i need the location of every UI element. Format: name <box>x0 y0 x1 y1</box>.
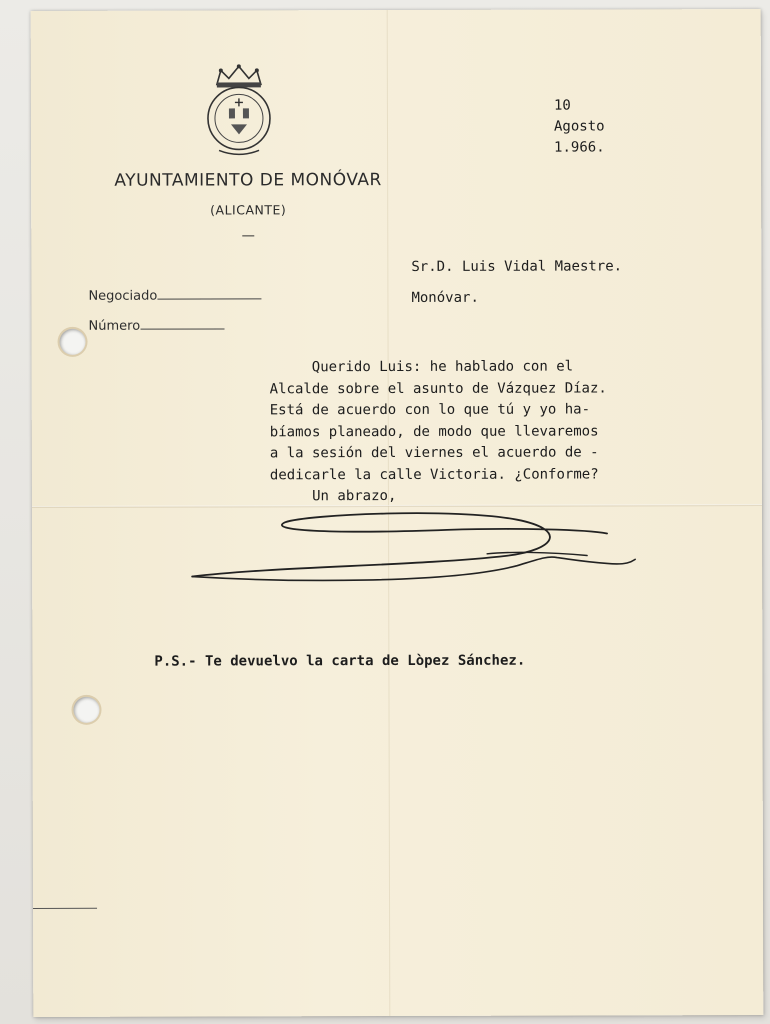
body-line: Está de acuerdo con lo que tú y yo ha- <box>269 401 591 419</box>
numero-field <box>88 318 224 333</box>
body-line: Alcalde sobre el asunto de Vázquez Díaz. <box>269 379 607 397</box>
recipient-city: Monóvar. <box>411 289 479 306</box>
numero-blank-line <box>140 327 224 329</box>
body-line: Un abrazo, <box>269 488 397 505</box>
body-line: a la sesión del viernes el acuerdo de - <box>269 444 599 462</box>
date-month: Agosto <box>553 118 605 135</box>
negociado-blank-line <box>157 297 261 299</box>
numero-label: Número <box>88 318 141 334</box>
margin-mark <box>33 908 97 909</box>
municipality-name: AYUNTAMIENTO DE MONÓVAR <box>114 170 382 191</box>
body-line: dedicarle la calle Victoria. ¿Conforme? <box>269 465 599 483</box>
handwritten-signature <box>187 509 637 600</box>
letterhead-divider <box>242 235 254 236</box>
date-year: 1.966. <box>554 139 605 156</box>
postscript: P.S.- Te devuelvo la carta de Lòpez Sánchez. <box>154 652 526 670</box>
letter-body <box>270 356 608 507</box>
recipient-name: Sr.D. Luis Vidal Maestre. <box>411 258 623 275</box>
province-label: (ALICANTE) <box>210 202 287 218</box>
recipient-block <box>411 251 622 314</box>
punch-hole-lower <box>73 697 99 723</box>
letter-sheet <box>31 9 764 1017</box>
punch-hole-upper <box>60 329 86 355</box>
body-line: Querido Luis: he hablado con el <box>269 358 574 376</box>
letterhead <box>83 170 413 237</box>
body-line: bíamos planeado, de modo que llevaremos <box>269 422 599 440</box>
date-day: 10 <box>553 97 571 114</box>
negociado-label: Negociado <box>88 288 158 304</box>
coat-of-arms-icon <box>203 62 275 160</box>
negociado-field <box>88 288 261 303</box>
letter-date <box>554 95 605 158</box>
